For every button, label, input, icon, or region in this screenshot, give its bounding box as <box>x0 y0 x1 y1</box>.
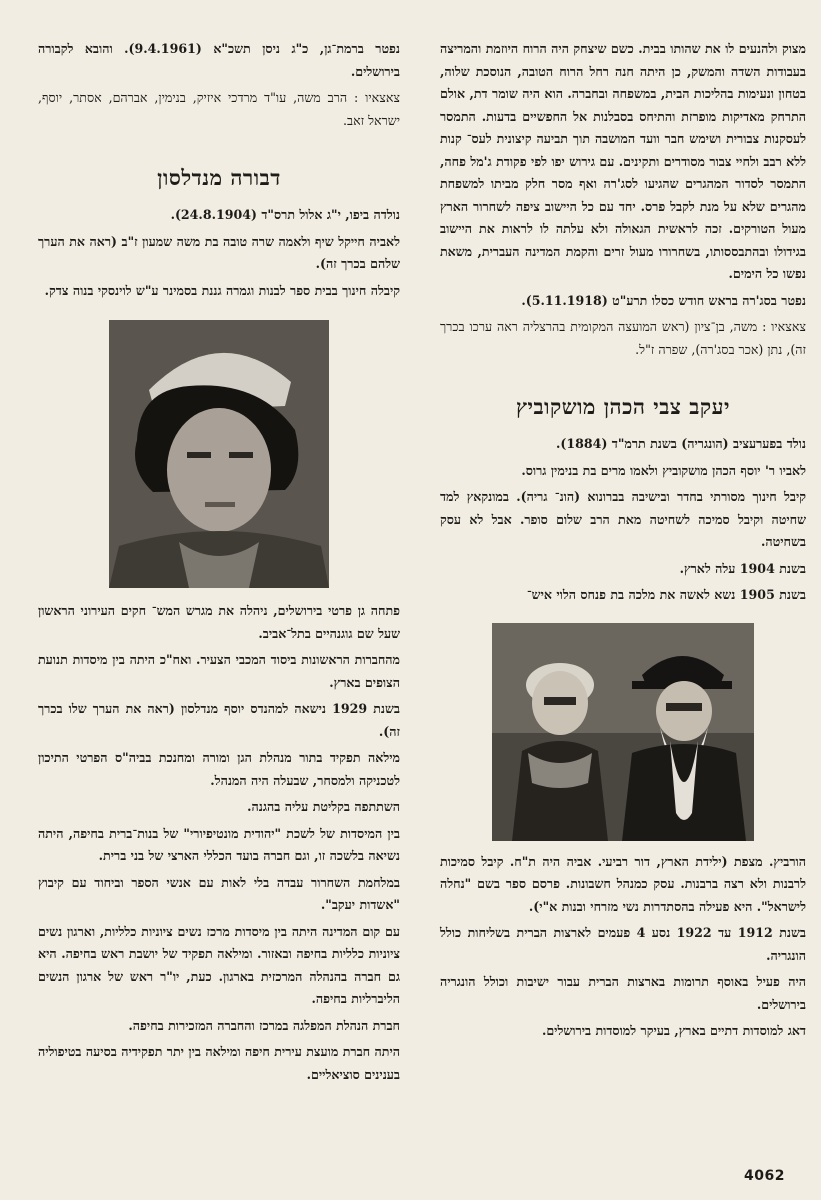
bio2-parents: לאביו ר' יוסף הכהן מושקוביץ ולאמו מרים בת בנימין גרוס. <box>521 462 806 478</box>
bio2-donations: היה פעיל באוסף תרומות בארצות הברית עבור ישיבות וכולל הונגריה בירושלים. <box>440 974 806 1012</box>
bio1-death: נפטר בסג'רה בראש חודש כסלו תרע"ט (5.11.1918). <box>521 292 806 308</box>
left-column <box>38 38 400 1090</box>
bio-education: קיבלה חינוך בבית ספר לבנות וגמרה גננת בסמינר ע"ש לוינסקי בנוה צדק. <box>44 282 400 298</box>
couple-portrait-photo <box>492 623 754 841</box>
bio-zionist-women: עם קום המדינה היתה בין מיסדות מרכז נשים ציוניות כלליות, וארגון נשים ציוניות כלליות בחיפה ובאזור. ומילאה תפקיד של יושבת ראש בחיפה. היא גם חברה בהנהלה המרכזית בארגון. כעת, יו"ר ראש של ארגון הנשים הליברליות בחיפה. <box>38 923 400 1006</box>
bio2-wife-details: הורביץ. מצפת (ילידת הארץ, דור רביעי. אביה היה ת"ח. קיבל סמיכות לרבנות ולא רצה ברבנות. עסק כמנהל חשבונות. פרסם ספר בשם "נחלה לישראל". היא פעילה בהסתדרות נשי מזרחי ובנות א"י). <box>440 853 806 914</box>
bio-parents: לאביה חייקל שיף ולאמה שרה טובה בת משה שמעון ז"ב (ראה את הערך שלהם בכרך זה). <box>38 233 400 271</box>
bio-city-council: היתה חברת מועצת עירית חיפה ומילאה בין יתר תפקידיה בסיעה בטיפוליה בענינים סוציאליים. <box>38 1044 400 1082</box>
bio2-education: קיבל חינוך מסורתי בחדר ובישיבה בברונוא (הונ־ גריה). במונקאץ למד שחיטה וקיבל סמיכה לשחיטה מאת הרב שלום סופר. אבל לא עסק בשחיטה. <box>440 489 806 549</box>
woman-portrait-image <box>109 320 329 588</box>
bio-kindergarten: פתחה גן פרטי בירושלים, ניהלה את מגרש המש־ חקים העירוני הראשון שעל שם גוגנהיים בתל־אביב. <box>38 603 400 641</box>
bio-marriage: בשנת 1929 נישאה למהנדס יוסף מנדלסון (ראה את הערך שלו בכרך זה). <box>38 701 401 739</box>
bio-bnai-brith: בין המיסדות של לשכת "יהודית מונטיפיורי" של בנות־ברית בחיפה, היתה נשיאה בלשכה זו, וגם חברה בועד הכללי הארצי של בני ברית. <box>38 825 400 863</box>
bio-party: חברת הנהלת המפלגה במרכז והחברה המזכירות בחיפה. <box>128 1017 400 1033</box>
bio-birth: נולדה ביפו, י"ג אלול תרס"ד (24.8.1904). <box>170 207 400 222</box>
page-number: 4062 <box>744 1168 785 1184</box>
bio-name-heading: דבורה מנדלסון <box>157 165 281 190</box>
bio2-institutions: דאג למוסדות דתיים בארץ, בעיקר למוסדות בירושלים. <box>541 1023 806 1038</box>
right-column <box>440 38 806 1047</box>
bio2-name-heading: יעקב צבי הכהן מושקוביץ <box>516 394 730 419</box>
bio-school-role: מילאה תפקיד בתור מנהלת הגן ומורה ומחנכת בביה"ס הפרטי התיכון לטכניקה ולמסחר, שבעלה היה המנהל. <box>38 750 400 788</box>
bio2-marriage: בשנת 1905 נשא לאשה את מלכה בת פנחס הלוי איש־ <box>526 587 806 602</box>
woman-portrait-photo <box>109 320 329 588</box>
bio-war: במלחמת השחרור עבדה בלי לאות עם אנשי הספר וביחוד עם קיבוץ "אשדות יעקב". <box>38 874 400 912</box>
prev-bio-descendants: צאצאיו : הרב משה, עו"ד מרדכי איזיק, בנימין, אברהם, אסתר, יוסף, ישראל זאב. <box>38 90 400 128</box>
bio2-birth: נולד בפערעציב (הונגריה) בשנת תרמ"ד (1884). <box>556 436 806 451</box>
bio2-travels: בשנת 1912 עד 1922 נסע 4 פעמים לארצות הברית בשליחות כולל הונגריה. <box>440 925 806 963</box>
bio1-paragraph-1: מצוק ולהנעים לו את שהותו בבית. כשם שיצחק היה הרוח היוזמת והמריצה בעבודות השדה והמשק, כן היתה חנה רחל הרוח הטובה, הנוסכת שלוה, בטחון ונעימות בהליכות הבית, במשפחה ובחברה. הוא היה שומר דת, אולם התרחק מאדיקות מופרזת והתיחס בסבלנות אל החפשיים בדעות. התמסר לעסקנות צבורית ושימש חבר וועד המושבה תוך תביעה קיצונית לעס־ קנות ללא רבב ולחיי צבור מסודרים ותקינים. עם גירוש יפו לפי פקודת ג'מל פחה, התמסר לסדור המהגרים שהגיעו לסג'רה ואף מסר חלק מביתו למשפחת מהגרים שלא על מנת לקבל פרס. יחד עם כל היישוב ציפה לשחרור הארץ מעול הטורקים. זכה לראשית הגאולה ולא עלתה לו לראות את היישוב בגידולו ובהתבססותו, בשחרורו מעול זרים והקמת המדינה העברית, משאת נפשו כל הימים. <box>440 41 806 281</box>
bio-haganah: השתתפה בקליטת עליה בהגנה. <box>247 799 400 814</box>
bio2-aliyah: בשנת 1904 עלה לארץ. <box>679 560 806 576</box>
bio1-descendants: צאצאיו : משה, בן־ציון (ראש המועצה המקומית בהרצליה ראה ערכו בכרך זה), נתן (אכר בסג'רה), שפרה ז"ל. <box>440 319 806 357</box>
prev-bio-death: נפטר ברמת־גן, כ"ג ניסן תשכ"א (9.4.1961). והובא לקבורה בירושלים. <box>38 41 401 79</box>
couple-portrait-image <box>492 623 754 841</box>
bio-maccabi: מהחברות הראשונות ביסוד המכבי הצעיר. ואח"כ היתה בין מיסדות תנועת הצופים בארץ. <box>38 652 400 690</box>
